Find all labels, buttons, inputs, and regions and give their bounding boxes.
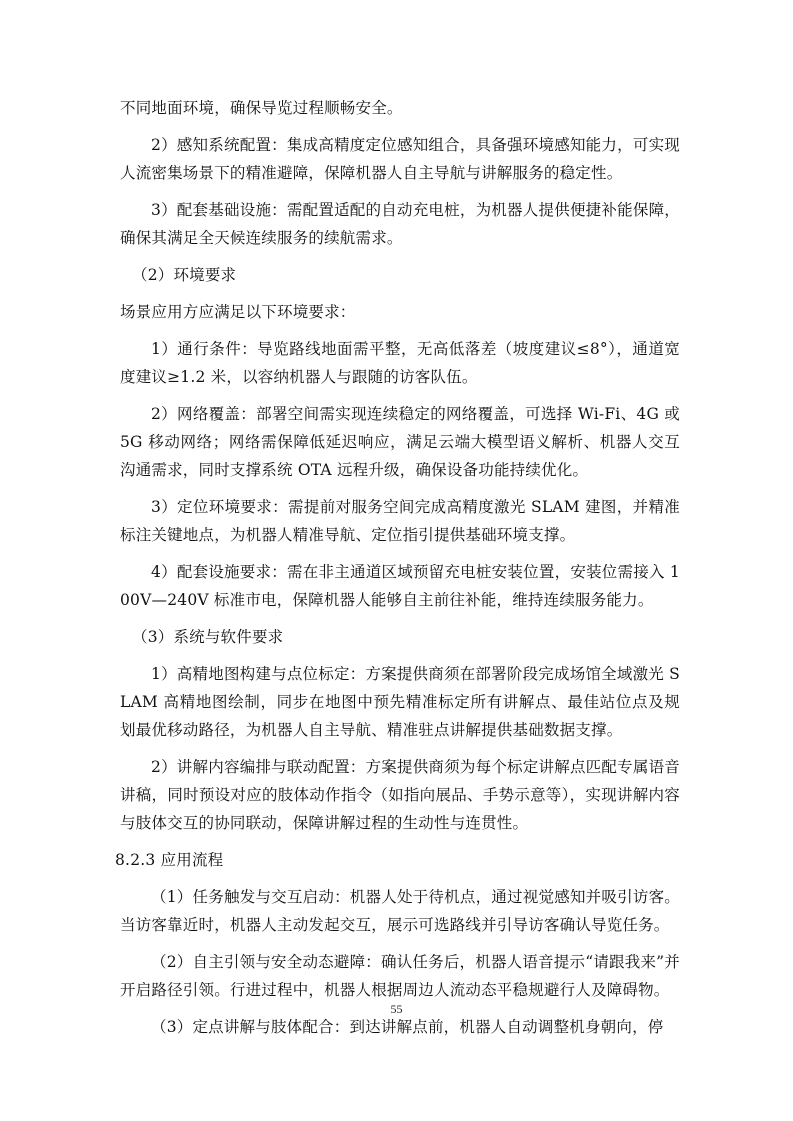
paragraph-traffic-conditions: 1）通行条件：导览路线地面需平整，无高低落差（坡度建议≤8°），通道宽度建议≥1.2 米，以容纳机器人与跟随的访客队伍。 (120, 340, 680, 386)
paragraph-hd-map-calibration: 1）高精地图构建与点位标定：方案提供商须在部署阶段完成场馆全域激光 SLAM 高精地图绘制，同步在地图中预先精准标定所有讲解点、最佳站位点及规划最优移动路径，为机器人自主导航、精准驻点讲解提供基础数据支撑。 (120, 665, 680, 739)
paragraph-supporting-infrastructure: 3）配套基础设施：需配置适配的自动充电桩，为机器人提供便捷补能保障，确保其满足全天候连续服务的续航需求。 (120, 201, 680, 247)
paragraph-perception-system: 2）感知系统配置：集成高精度定位感知组合，具备强环境感知能力，可实现人流密集场景下的精准避障，保障机器人自主导航与讲解服务的稳定性。 (120, 136, 680, 182)
paragraph-facility-requirements: 4）配套设施要求：需在非主通道区域预留充电桩安装位置，安装位需接入 100V—240V 标准市电，保障机器人能够自主前往补能，维持连续服务能力。 (120, 563, 680, 609)
paragraph-network-coverage: 2）网络覆盖：部署空间需实现连续稳定的网络覆盖，可选择 Wi-Fi、4G 或 5G 移动网络；网络需保障低延迟响应，满足云端大模型语义解析、机器人交互沟通需求，同时支撑系统 OTA 远程升级，确保设备功能持续优化。 (120, 405, 680, 479)
paragraph-fixed-point-explanation: （3）定点讲解与肢体配合：到达讲解点前，机器人自动调整机身朝向，停 (151, 1018, 664, 1036)
page-number: 55 (390, 1002, 403, 1016)
paragraph-continuation: 不同地面环境，确保导览过程顺畅安全。 (120, 99, 403, 117)
section-heading-application-flow: 8.2.3 应用流程 (115, 851, 224, 869)
heading-system-software-requirements: （3）系统与软件要求 (132, 628, 284, 646)
heading-environment-requirements: （2）环境要求 (132, 266, 237, 284)
paragraph-content-orchestration: 2）讲解内容编排与联动配置：方案提供商须为每个标定讲解点匹配专属语音讲稿，同时预设对应的肢体动作指令（如指向展品、手势示意等），实现讲解内容与肢体交互的协同联动，保障讲解过程的生动性与连贯性。 (120, 758, 680, 832)
paragraph-environment-intro: 场景应用方应满足以下环境要求： (120, 303, 356, 321)
paragraph-autonomous-guidance: （2）自主引领与安全动态避障：确认任务后，机器人语音提示“请跟我来”并开启路径引领。行进过程中，机器人根据周边人流动态平稳规避行人及障碍物。 (120, 953, 680, 999)
paragraph-task-trigger: （1）任务触发与交互启动：机器人处于待机点，通过视觉感知并吸引访客。当访客靠近时，机器人主动发起交互，展示可选路线并引导访客确认导览任务。 (120, 888, 680, 934)
paragraph-positioning-environment: 3）定位环境要求：需提前对服务空间完成高精度激光 SLAM 建图，并精准标注关键地点，为机器人精准导航、定位指引提供基础环境支撑。 (120, 498, 680, 544)
document-body (115, 94, 680, 1050)
